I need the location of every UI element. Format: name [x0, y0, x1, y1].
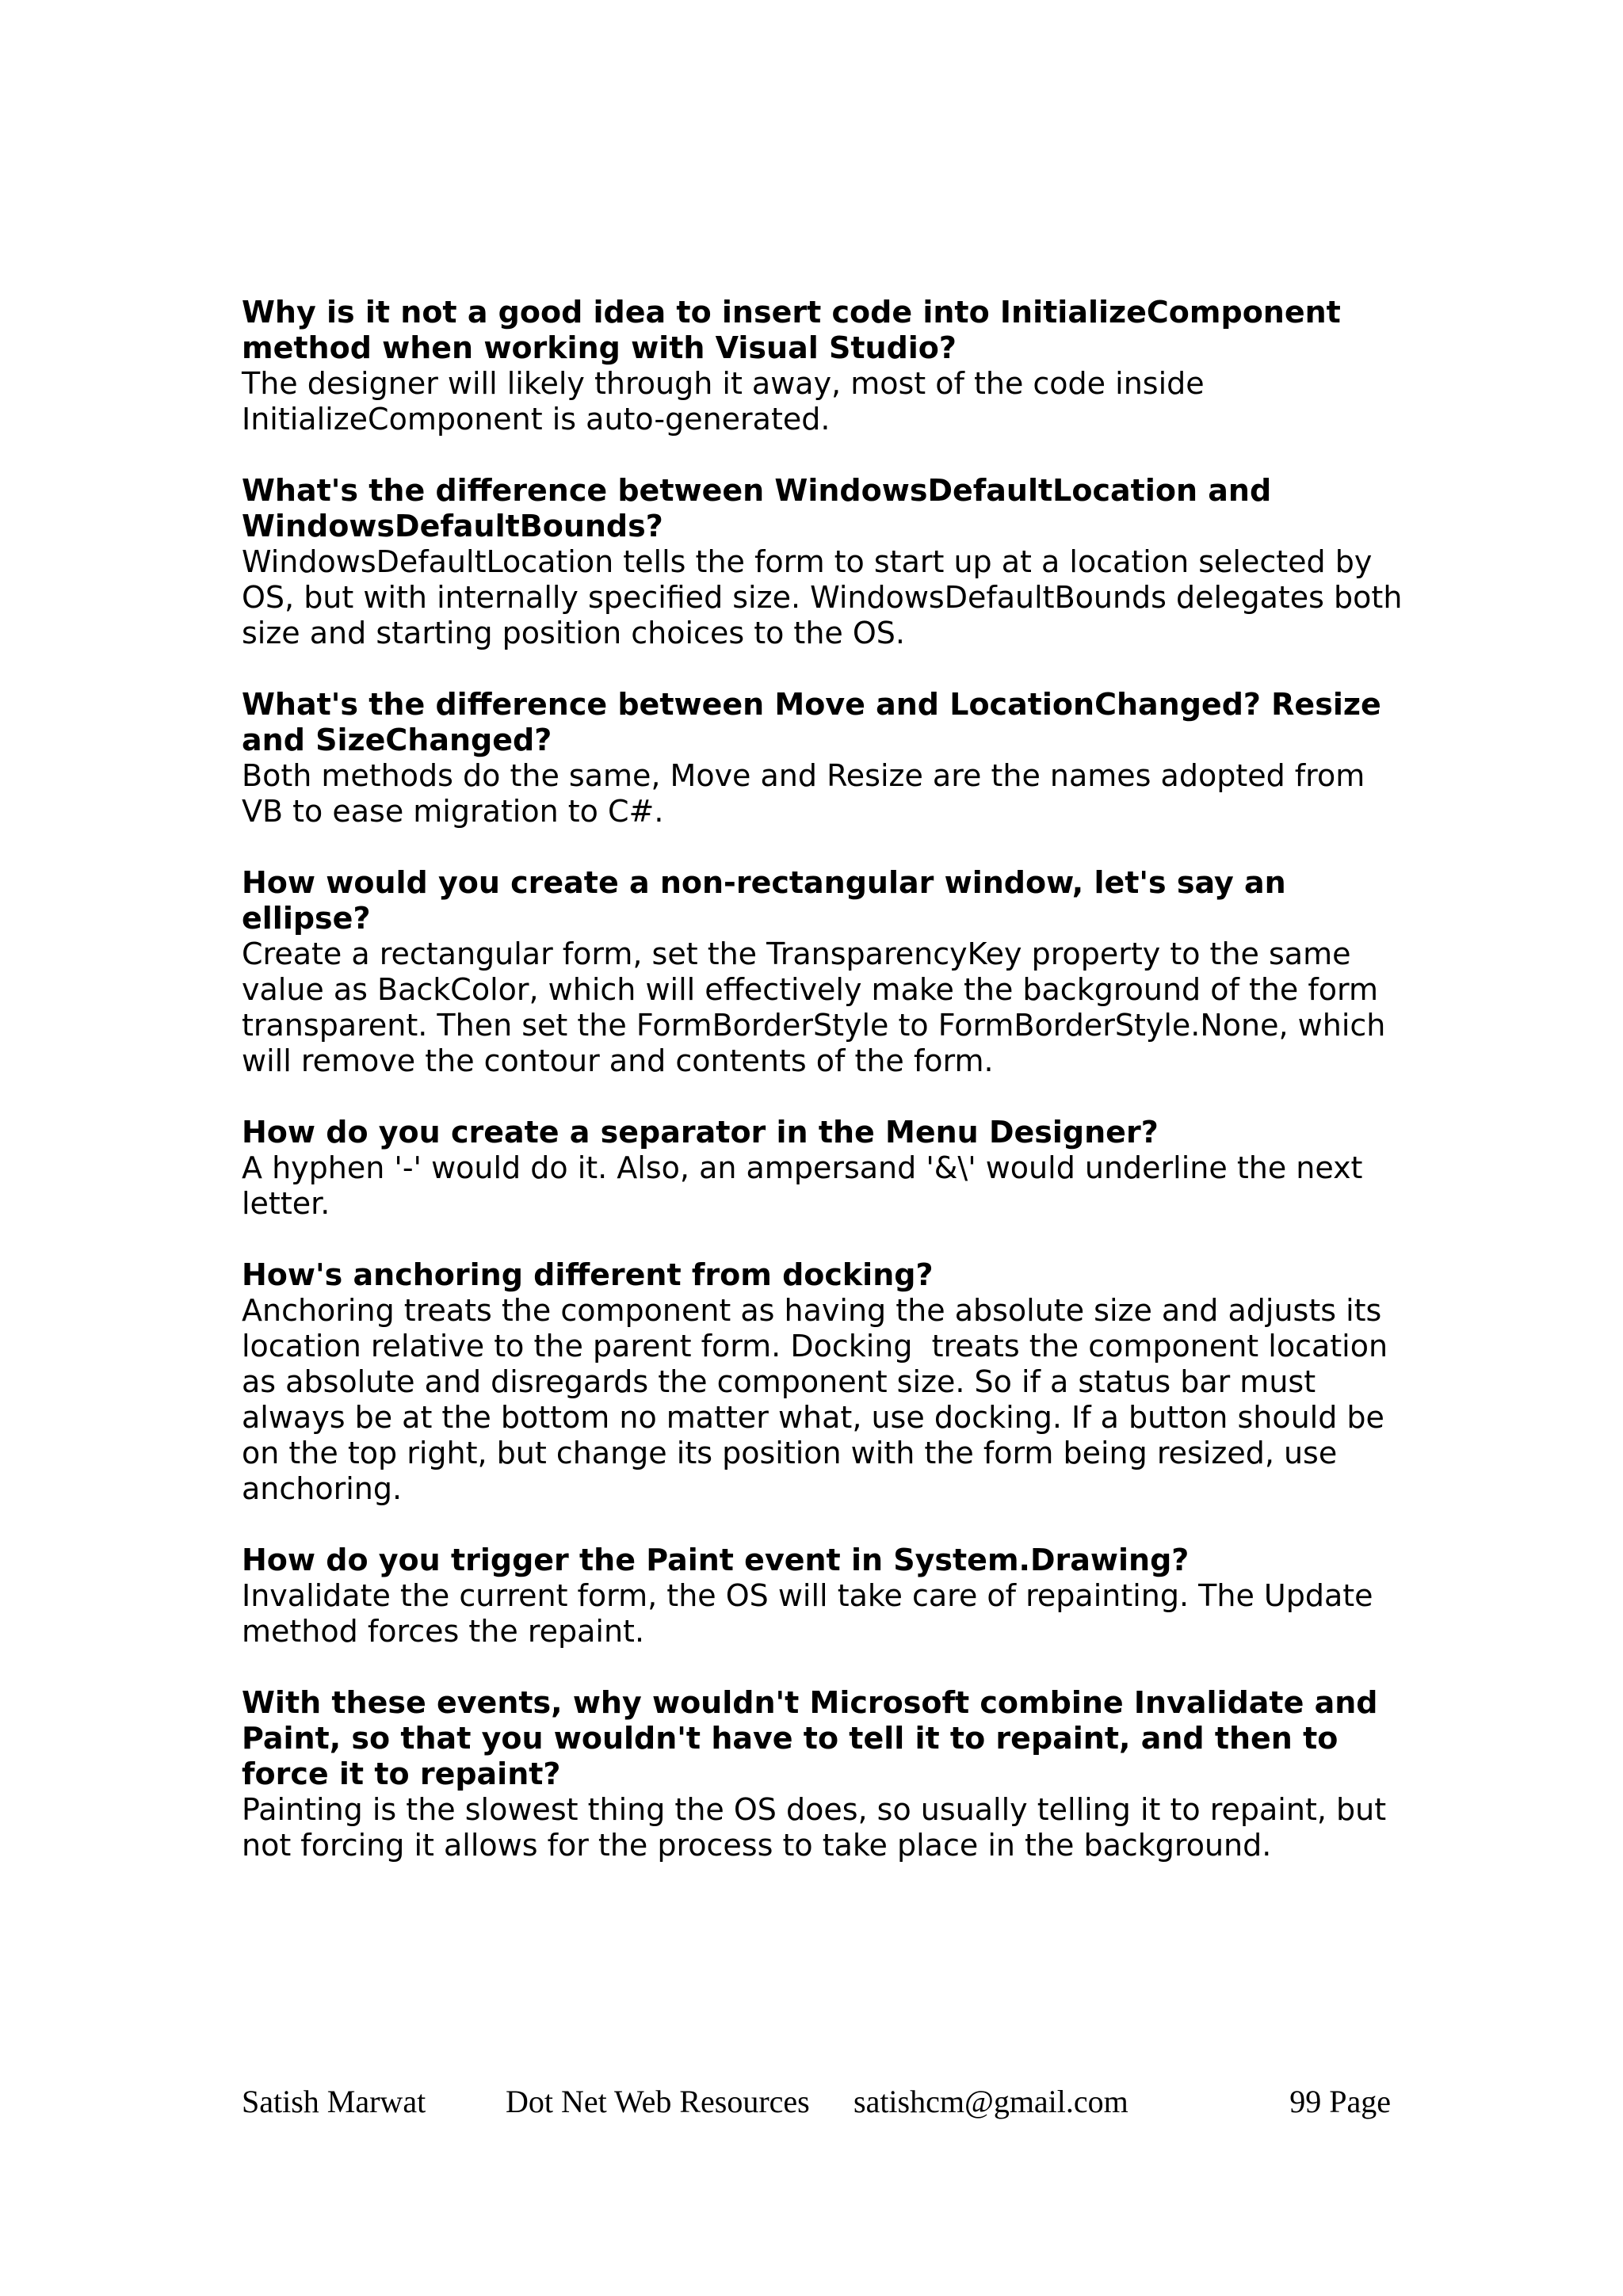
page-footer	[242, 2082, 1391, 2122]
answer-text: A hyphen '-' would do it. Also, an ampersand '&\' would underline the next letter.	[242, 1150, 1373, 1221]
question-text: What's the difference between WindowsDefaultLocation and WindowsDefaultBounds?	[242, 473, 1272, 543]
answer-text: The designer will likely through it away, most of the code inside InitializeComponent is auto-generated.	[242, 366, 1214, 437]
answer-text: WindowsDefaultLocation tells the form to start up at a location selected by OS, but with internally specified size. WindowsDefaultBounds delegates both size and starting position choices to the OS.	[242, 544, 1412, 650]
question-text: How do you trigger the Paint event in System.Drawing?	[242, 1543, 1190, 1577]
footer-title: Dot Net Web Resources	[506, 2084, 810, 2119]
page-content	[242, 295, 1412, 1899]
qa-item	[242, 473, 1412, 651]
question-text: With these events, why wouldn't Microsoft combine Invalidate and Paint, so that you wouldn't have to tell it to repaint, and then to force it to repaint?	[242, 1685, 1378, 1791]
qa-item	[242, 1257, 1407, 1507]
question-text: How would you create a non-rectangular window, let's say an ellipse?	[242, 865, 1286, 936]
question-text: How do you create a separator in the Menu Designer?	[242, 1115, 1159, 1150]
footer-email: satishcm@gmail.com	[854, 2084, 1128, 2119]
answer-text: Create a rectangular form, set the TransparencyKey property to the same value as BackColor, which will effectively make the background of the form transparent. Then set the FormBorderStyle to FormBorderStyle.None, which will remove the contour and contents of the form.	[242, 936, 1396, 1078]
qa-item	[242, 687, 1407, 830]
answer-text: Invalidate the current form, the OS will take care of repainting. The Update method forces the repaint.	[242, 1578, 1383, 1649]
qa-item	[242, 1543, 1407, 1650]
answer-text: Both methods do the same, Move and Resize are the names adopted from VB to ease migration to C#.	[242, 758, 1375, 829]
footer-page-number: 99 Page	[1289, 2084, 1391, 2119]
qa-item	[242, 295, 1407, 437]
qa-item	[242, 1685, 1407, 1863]
question-text: How's anchoring different from docking?	[242, 1257, 934, 1292]
answer-text: Anchoring treats the component as having the absolute size and adjusts its location relative to the parent form. Docking treats the component location as absolute and disregards the component size. So if a status bar must always be at the bottom no matter what, use docking. If a button should be on the top right, but change its position with the form being resized, use anchoring.	[242, 1293, 1398, 1506]
footer-author: Satish Marwat	[242, 2084, 426, 2119]
question-text: What's the difference between Move and LocationChanged? Resize and SizeChanged?	[242, 687, 1381, 757]
answer-text: Painting is the slowest thing the OS does, so usually telling it to repaint, but not forcing it allows for the process to take place in the background.	[242, 1792, 1396, 1863]
qa-item	[242, 865, 1407, 1079]
question-text: Why is it not a good idea to insert code into InitializeComponent method when working with Visual Studio?	[242, 295, 1341, 365]
qa-item	[242, 1115, 1407, 1222]
